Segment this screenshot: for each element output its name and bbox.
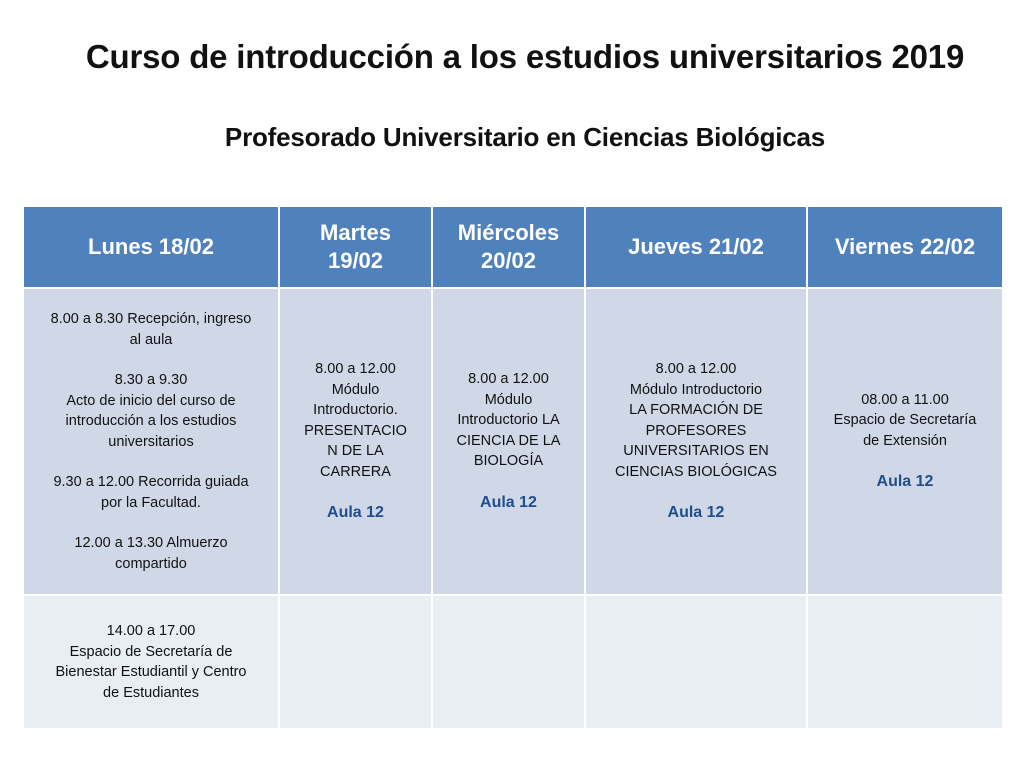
header-thursday-label: Jueves 21/02 — [628, 234, 764, 259]
schedule-line: 9.30 a 12.00 Recorrida guiada — [53, 474, 249, 490]
cell-thursday-morning — [586, 289, 806, 594]
cell-thursday-afternoon — [586, 596, 806, 728]
header-tuesday — [280, 207, 431, 287]
schedule-line: de Estudiantes — [103, 684, 199, 701]
schedule-line: 8.00 a 12.00 — [655, 361, 737, 377]
schedule-line: 12.00 a 13.30 Almuerzo — [74, 535, 228, 551]
classroom-label: Aula 12 — [480, 493, 537, 511]
schedule-line: compartido — [115, 555, 187, 572]
schedule-line: 8.00 a 8.30 Recepción, ingreso — [50, 311, 252, 327]
schedule-line: PROFESORES — [645, 422, 747, 439]
schedule-line: 8.00 a 12.00 — [315, 361, 396, 377]
page-title: Curso de introducción a los estudios universitarios 2019 — [85, 38, 965, 75]
schedule-line: Espacio de Secretaría — [833, 412, 977, 429]
schedule-line: UNIVERSITARIOS EN — [623, 443, 769, 459]
header-tuesday-date: 19/02 — [327, 248, 384, 273]
schedule-line: N DE LA — [327, 443, 384, 459]
schedule-line: Espacio de Secretaría de — [69, 643, 233, 660]
schedule-line: Módulo Introductorio — [629, 381, 763, 398]
schedule-line: Módulo — [484, 391, 533, 408]
header-monday — [24, 207, 278, 287]
cell-tuesday-morning — [280, 289, 431, 594]
schedule-line: 08.00 a 11.00 — [861, 391, 949, 408]
schedule-line: Introductorio. — [313, 402, 398, 418]
header-monday-label: Lunes 18/02 — [88, 234, 214, 259]
page-subtitle: Profesorado Universitario en Ciencias Biológicas — [224, 122, 826, 152]
header-tuesday-day: Martes — [320, 220, 391, 245]
schedule-line: de Extensión — [863, 432, 947, 449]
schedule-line: PRESENTACIO — [304, 422, 407, 439]
classroom-label: Aula 12 — [327, 504, 384, 521]
schedule-line: 14.00 a 17.00 — [106, 623, 196, 639]
cell-tuesday-afternoon — [280, 596, 431, 728]
cell-wednesday-afternoon — [433, 596, 584, 728]
schedule-table — [24, 207, 1000, 728]
schedule-line: CIENCIAS BIOLÓGICAS — [615, 463, 777, 480]
schedule-line: por la Facultad. — [101, 494, 201, 511]
header-wednesday — [433, 207, 584, 287]
header-thursday — [586, 207, 806, 287]
header-friday — [808, 207, 1002, 287]
header-wednesday-date: 20/02 — [480, 248, 537, 273]
classroom-label: Aula 12 — [667, 504, 725, 521]
schedule-line: introducción a los estudios — [65, 413, 237, 429]
schedule-line: BIOLOGÍA — [473, 453, 544, 470]
header-wednesday-day: Miércoles — [457, 220, 560, 245]
schedule-line: Acto de inicio del curso de — [66, 392, 236, 409]
schedule-line: 8.30 a 9.30 — [114, 372, 188, 388]
header-friday-label: Viernes 22/02 — [834, 234, 976, 259]
schedule-line: Bienestar Estudiantil y Centro — [55, 664, 247, 680]
cell-friday-afternoon — [808, 596, 1002, 728]
cell-wednesday-morning — [433, 289, 584, 594]
schedule-line: LA FORMACIÓN DE — [629, 402, 763, 418]
cell-friday-morning — [808, 289, 1002, 594]
schedule-line: 8.00 a 12.00 — [468, 371, 549, 388]
schedule-line: Módulo — [331, 381, 380, 398]
schedule-line: al aula — [129, 331, 173, 348]
classroom-label: Aula 12 — [876, 473, 934, 491]
cell-monday-afternoon — [24, 596, 278, 728]
schedule-line: Introductorio LA — [457, 412, 560, 429]
schedule-line: CARRERA — [320, 463, 391, 480]
schedule-line: CIENCIA DE LA — [456, 432, 561, 449]
cell-monday-morning — [24, 289, 278, 594]
schedule-line: universitarios — [108, 433, 194, 450]
